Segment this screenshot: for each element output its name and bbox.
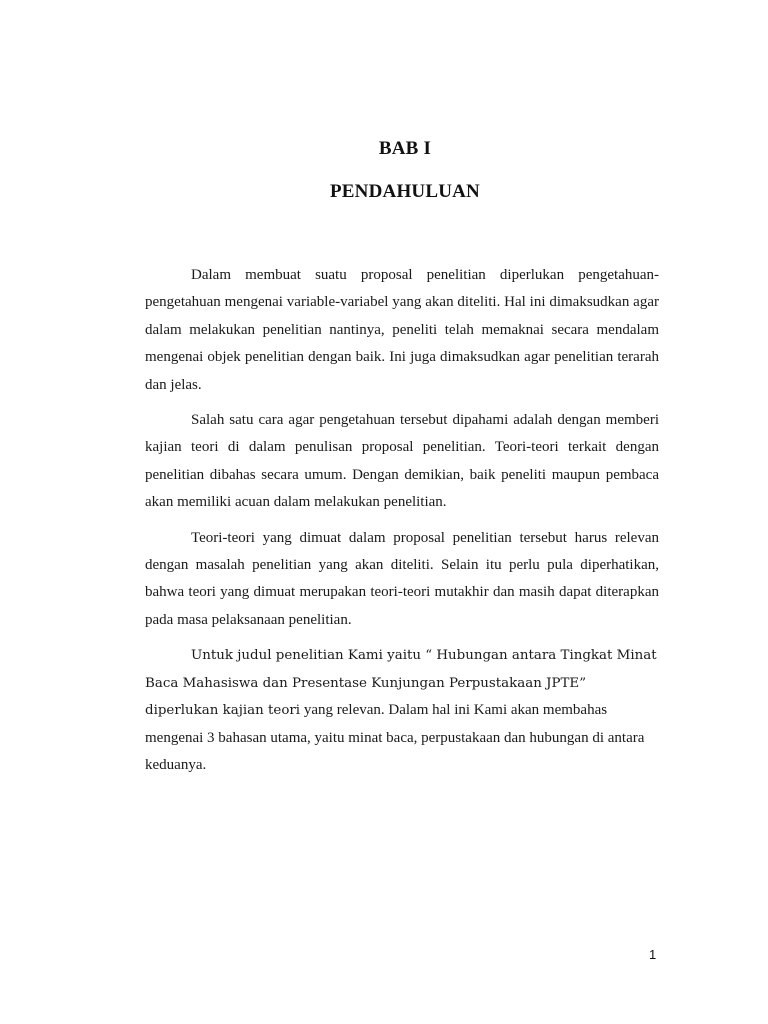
paragraph-1: Dalam membuat suatu proposal penelitian diperlukan pengetahuan-pengetahuan mengenai variable-variabel yang akan diteliti. Hal ini dimaksudkan agar dalam melakukan penelitian nantinya, peneliti telah memaknai secara mendalam mengenai objek penelitian dengan baik. Ini juga dimaksudkan agar penelitian terarah dan jelas. bbox=[145, 267, 659, 393]
chapter-title: PENDAHULUAN bbox=[330, 181, 480, 202]
paragraph-4-title-text: Untuk judul penelitian Kami yaitu “ Hubungan antara Tingkat Minat Baca Mahasiswa dan Presentase Kunjungan Perpustakaan JPTE” diperlukan kajian teori bbox=[145, 648, 657, 719]
body-text bbox=[145, 262, 659, 787]
paragraph-4 bbox=[145, 642, 659, 779]
paragraph-4-rest-text: yang relevan. Dalam hal ini Kami akan membahas mengenai 3 bahasan utama, yaitu minat baca, perpustakaan dan hubungan di antara keduanya. bbox=[145, 702, 645, 773]
paragraph-2: Salah satu cara agar pengetahuan tersebut dipahami adalah dengan memberi kajian teori di dalam penulisan proposal penelitian. Teori-teori terkait dengan penelitian dibahas secara umum. Dengan demikian, baik peneliti maupun pembaca akan memiliki acuan dalam melakukan penelitian. bbox=[145, 412, 659, 511]
paragraph-3: Teori-teori yang dimuat dalam proposal penelitian tersebut harus relevan dengan masalah penelitian yang akan diteliti. Selain itu perlu pula diperhatikan, bahwa teori yang dimuat merupakan teori-teori mutakhir dan masih dapat diterapkan pada masa pelaksanaan penelitian. bbox=[145, 529, 659, 628]
page-number: 1 bbox=[649, 947, 657, 962]
chapter-number: BAB I bbox=[378, 138, 432, 159]
